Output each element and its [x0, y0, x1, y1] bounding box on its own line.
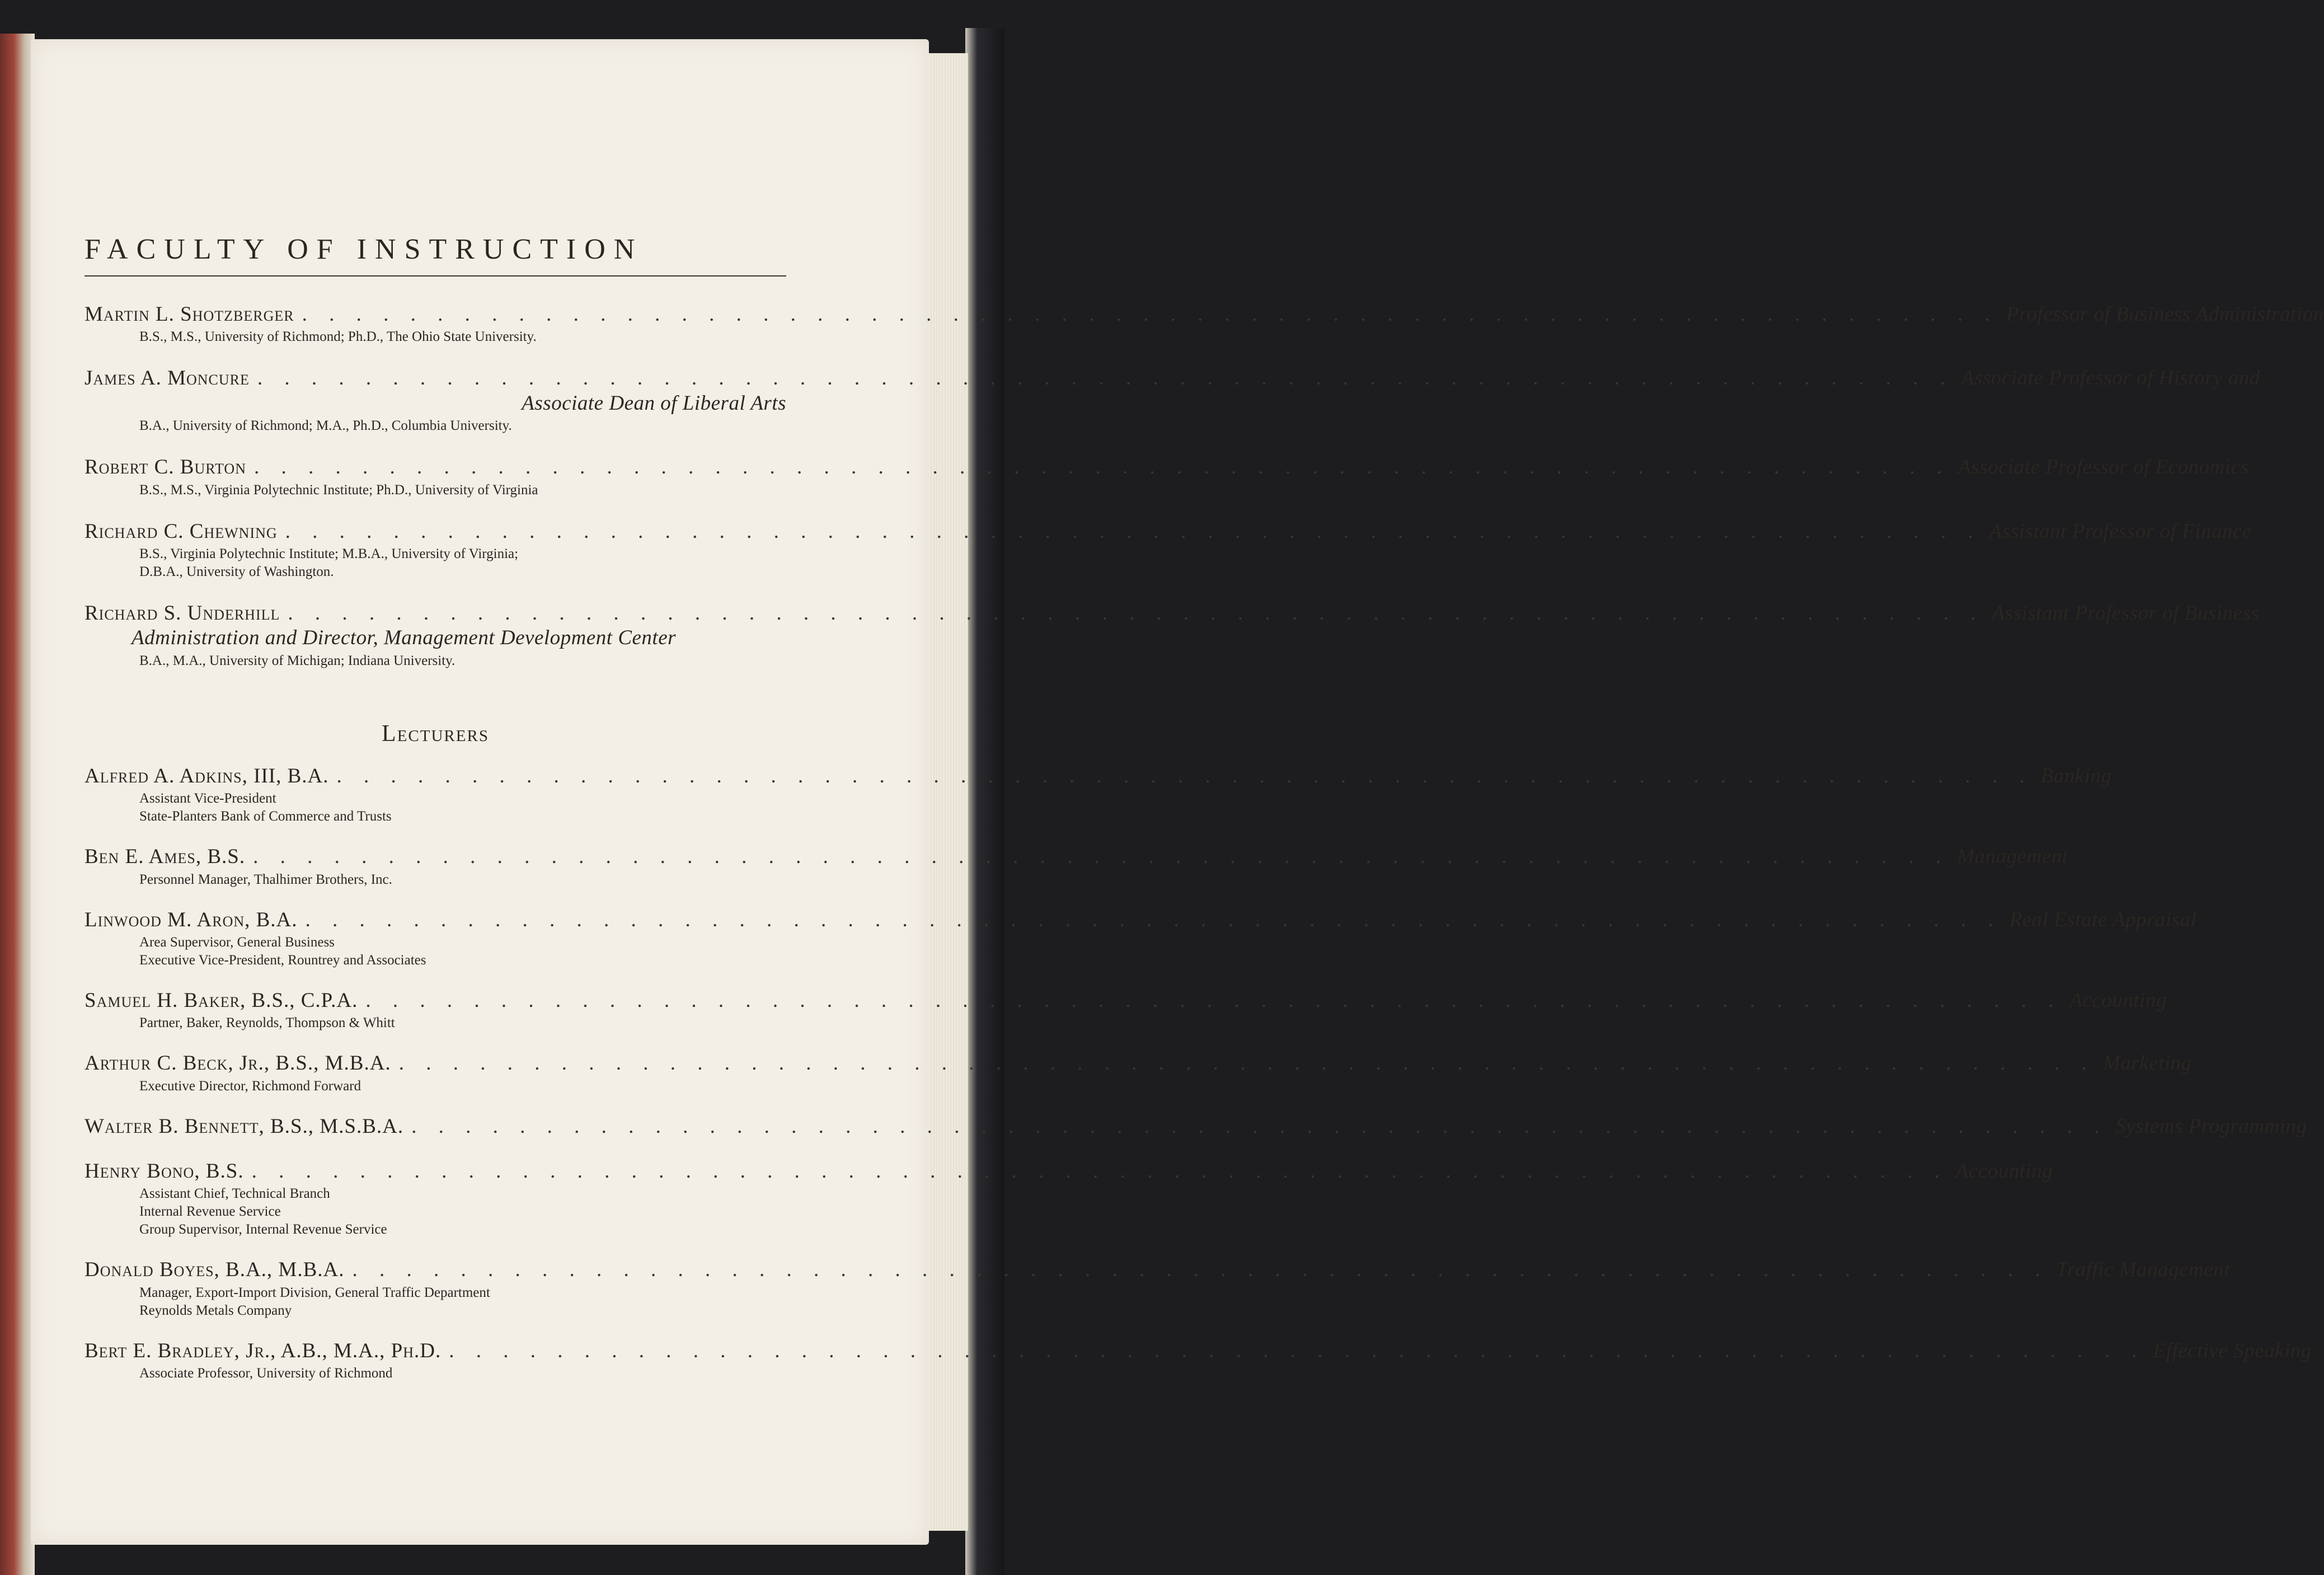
lecturer-title: Banking	[2040, 764, 2112, 787]
lecturer-entry	[84, 1339, 2312, 1381]
lecturer-name: Walter B. Bennett, B.S., M.S.B.A.	[84, 1114, 404, 1138]
lecturer-entry	[84, 1114, 2307, 1139]
leader-dots: . . . . . . . . . . . . . . . . . . . . . . . . . . . . . . . . . . . . . . . . . . . . . . . . . . . . . . . . . . . . . . .	[253, 456, 1951, 479]
lecturer-details-line: Reynolds Metals Company	[139, 1302, 292, 1318]
faculty-entry	[84, 519, 2252, 580]
lecturer-title: Accounting	[1955, 1160, 2053, 1183]
faculty-line	[84, 302, 2324, 327]
lecturer-line	[84, 845, 2068, 869]
leader-dots: . . . . . . . . . . . . . . . . . . . . . . . . . . . . . . . . . . . . . . . . . . . . . . . . . . . . . . . . . . . . . . .	[411, 1114, 2108, 1138]
lecturer-line	[84, 764, 2112, 789]
lecturer-details-line: Internal Revenue Service	[139, 1204, 281, 1220]
lecturer-name: Linwood M. Aron, B.A.	[84, 908, 298, 931]
lecturer-name: Alfred A. Adkins, III, B.A.	[84, 764, 329, 787]
lecturer-entry	[84, 988, 2167, 1031]
leader-dots: . . . . . . . . . . . . . . . . . . . . . . . . . . . . . . . . . . . . . . . . . . . . . . . . . . . . . . . . . . . . . . .	[398, 1052, 2095, 1075]
lecturer-name: Arthur C. Beck, Jr., B.S., M.B.A.	[84, 1052, 391, 1075]
lecturer-line	[84, 1051, 2192, 1076]
leader-dots: . . . . . . . . . . . . . . . . . . . . . . . . . . . . . . . . . . . . . . . . . . . . . . . . . . . . . . . . . . . . . . .	[336, 764, 2033, 787]
faculty-title: Assistant Professor of Finance	[1989, 519, 2252, 543]
lecturer-name: Samuel H. Baker, B.S., C.P.A.	[84, 988, 358, 1012]
leader-dots: . . . . . . . . . . . . . . . . . . . . . . . . . . . . . . . . . . . . . . . . . . . . . . . . . . . . . . . . . . . . . . .	[305, 908, 2002, 931]
lecturer-details-line: Group Supervisor, Internal Revenue Service	[139, 1222, 387, 1238]
lecturer-title: Systems Programming	[2115, 1114, 2307, 1138]
book-page	[31, 39, 2324, 1545]
lecturer-details-line: Personnel Manager, Thalhimer Brothers, Inc.	[139, 871, 392, 887]
faculty-title: Assistant Professor of Business	[1992, 601, 2260, 625]
lecturer-details-line: Executive Director, Richmond Forward	[139, 1078, 361, 1094]
lecturer-title: Real Estate Appraisal	[2009, 908, 2197, 931]
faculty-details-line: B.A., University of Richmond; M.A., Ph.D., Columbia University.	[139, 418, 512, 434]
lecturer-name: Ben E. Ames, B.S.	[84, 845, 246, 869]
faculty-title: Associate Professor of History and	[1961, 367, 2260, 390]
leader-dots: . . . . . . . . . . . . . . . . . . . . . . . . . . . . . . . . . . . . . . . . . . . . . . . . . . . . . . . . . . . . . . .	[251, 1160, 1948, 1183]
leader-dots: . . . . . . . . . . . . . . . . . . . . . . . . . . . . . . . . . . . . . . . . . . . . . . . . . . . . . . . . . . . . . . .	[253, 845, 1950, 869]
faculty-details-line: B.S., M.S., Virginia Polytechnic Institute; Ph.D., University of Virginia	[139, 482, 538, 498]
faculty-details-line: B.S., Virginia Polytechnic Institute; M.B.A., University of Virginia;	[139, 546, 519, 561]
lecturer-name: Henry Bono, B.S.	[84, 1160, 244, 1183]
lecturer-details-line: Partner, Baker, Reynolds, Thompson & Whitt	[139, 1015, 395, 1031]
lecturer-name: Donald Boyes, B.A., M.B.A.	[84, 1258, 345, 1282]
faculty-entry	[84, 302, 2324, 345]
lecturer-line	[84, 1114, 2307, 1139]
faculty-entry	[84, 455, 2249, 498]
faculty-title: Professor of Business Administration	[2006, 303, 2324, 326]
lecturer-details-line: Manager, Export-Import Division, General Traffic Department	[139, 1285, 490, 1300]
section-title: FACULTY OF INSTRUCTION	[84, 233, 644, 265]
leader-dots: . . . . . . . . . . . . . . . . . . . . . . . . . . . . . . . . . . . . . . . . . . . . . . . . . . . . . . . . . . . . . . .	[257, 367, 1954, 390]
faculty-name: Robert C. Burton	[84, 456, 246, 479]
faculty-list	[84, 302, 2324, 669]
lecturer-title: Traffic Management	[2056, 1258, 2230, 1282]
faculty-line	[84, 519, 2252, 544]
lecturer-title: Management	[1957, 845, 2068, 869]
faculty-name: Richard C. Chewning	[84, 519, 278, 543]
faculty-entry	[84, 601, 2260, 669]
lecturer-line	[84, 1258, 2230, 1282]
faculty-name: Richard S. Underhill	[84, 601, 280, 625]
lecturers-title: Lecturers	[382, 720, 489, 747]
lecturer-entry	[84, 908, 2197, 968]
lecturer-details-line: Assistant Vice-President	[139, 791, 276, 807]
lecturer-entry	[84, 1159, 2053, 1238]
faculty-details-line: B.A., M.A., University of Michigan; Indiana University.	[139, 653, 456, 668]
lecturer-title: Accounting	[2069, 988, 2167, 1012]
faculty-line	[84, 601, 2260, 626]
title-rule	[84, 275, 786, 276]
lecturer-details-line: Assistant Chief, Technical Branch	[139, 1186, 330, 1202]
lecturer-entry	[84, 1258, 2230, 1318]
lecturer-details-line: Executive Vice-President, Rountrey and Associates	[139, 952, 426, 968]
leader-dots: . . . . . . . . . . . . . . . . . . . . . . . . . . . . . . . . . . . . . . . . . . . . . . . . . . . . . . . . . . . . . . .	[365, 988, 2062, 1012]
leader-dots: . . . . . . . . . . . . . . . . . . . . . . . . . . . . . . . . . . . . . . . . . . . . . . . . . . . . . . . . . . . . . . .	[285, 519, 1982, 543]
lecturer-name: Bert E. Bradley, Jr., A.B., M.A., Ph.D.	[84, 1339, 442, 1362]
book-spine-left	[0, 34, 35, 1575]
faculty-details-line: D.B.A., University of Washington.	[139, 564, 334, 579]
faculty-line	[84, 366, 2260, 391]
lecturer-list	[84, 764, 2312, 1382]
page-edges	[923, 53, 968, 1531]
lecturer-line	[84, 1159, 2053, 1184]
leader-dots: . . . . . . . . . . . . . . . . . . . . . . . . . . . . . . . . . . . . . . . . . . . . . . . . . . . . . . . . . . . . . . .	[302, 303, 1998, 326]
lecturer-entry	[84, 1051, 2192, 1094]
faculty-title-continued: Administration and Director, Management Development Center	[132, 626, 677, 650]
lecturer-title: Marketing	[2102, 1052, 2192, 1075]
lecturer-details-line: Area Supervisor, General Business	[139, 934, 335, 950]
page-content	[84, 233, 2324, 1381]
faculty-title-continued: Associate Dean of Liberal Arts	[522, 391, 786, 415]
lecturer-details-line: State-Planters Bank of Commerce and Trusts	[139, 809, 392, 824]
leader-dots: . . . . . . . . . . . . . . . . . . . . . . . . . . . . . . . . . . . . . . . . . . . . . . . . . . . . . . . . . . . . . . .	[449, 1339, 2145, 1362]
lecturer-title: Effective Speaking	[2153, 1339, 2312, 1362]
lecturer-entry	[84, 764, 2112, 824]
faculty-entry	[84, 366, 2260, 434]
faculty-details-line: B.S., M.S., University of Richmond; Ph.D., The Ohio State University.	[139, 329, 537, 345]
faculty-title: Associate Professor of Economics	[1958, 456, 2249, 479]
leader-dots: . . . . . . . . . . . . . . . . . . . . . . . . . . . . . . . . . . . . . . . . . . . . . . . . . . . . . . . . . . . . . . .	[352, 1258, 2049, 1282]
faculty-name: James A. Moncure	[84, 367, 250, 390]
lecturer-line	[84, 908, 2197, 932]
faculty-line	[84, 455, 2249, 480]
lecturer-line	[84, 988, 2167, 1013]
lecturer-line	[84, 1339, 2312, 1363]
faculty-name: Martin L. Shotzberger	[84, 303, 294, 326]
lecturer-entry	[84, 845, 2068, 887]
lecturer-details-line: Associate Professor, University of Richmond	[139, 1366, 393, 1381]
leader-dots: . . . . . . . . . . . . . . . . . . . . . . . . . . . . . . . . . . . . . . . . . . . . . . . . . . . . . . . . . . . . . . .	[288, 601, 1984, 625]
